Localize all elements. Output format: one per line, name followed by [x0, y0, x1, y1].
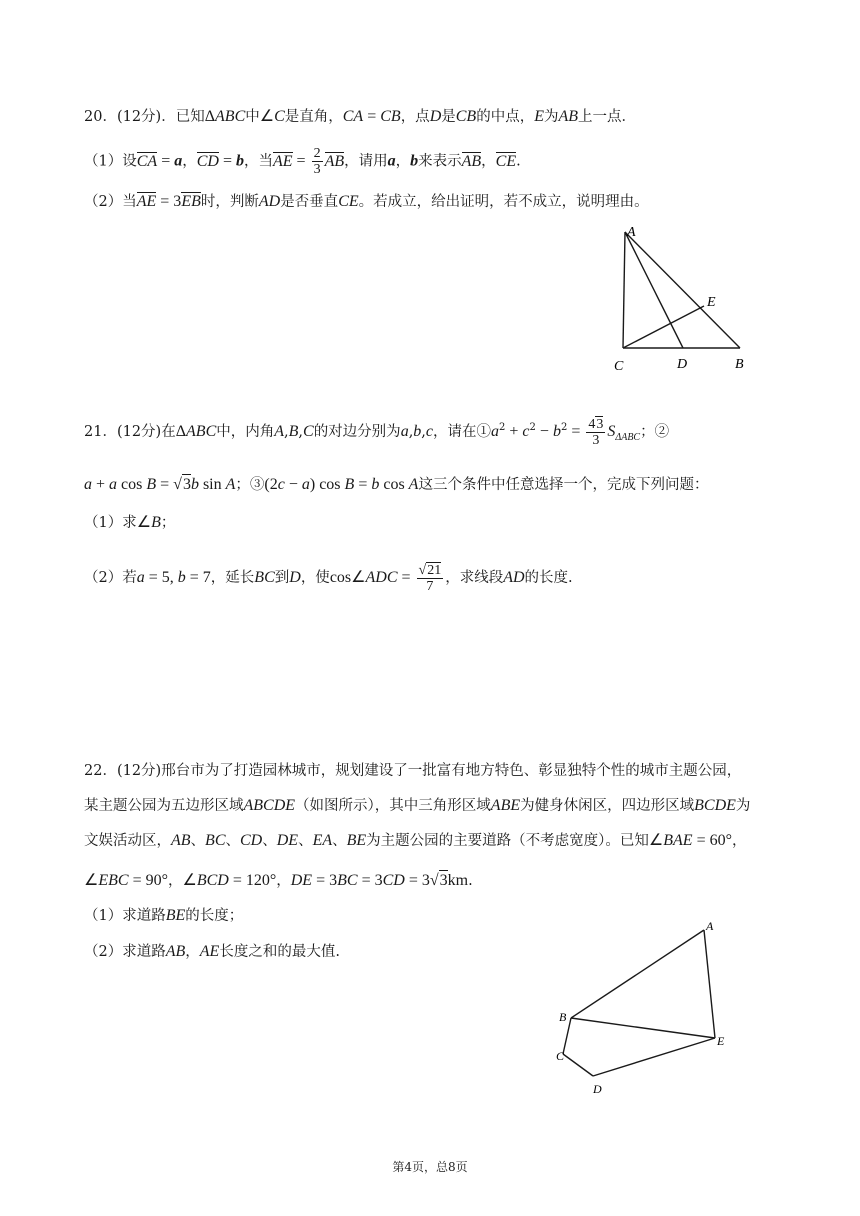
q22-line2: 某主题公园为五边形区域ABCDE（如图所示），其中三角形区域ABE为健身休闲区，四边形区域BCDE为	[84, 797, 751, 814]
q21-stem: 21．(12分)在ΔABC中，内角A,B,C的对边分别为a,b,c，请在$①a^2 + c^2 - b^2$ = $\frac{43}{3}$ $S_{\Delta ABC}$；②	[84, 417, 670, 448]
q21-line2: a + a cos B = √3b sin A；③(2c − a) cos B = b cos A这三个条件中任意选择一个，完成下列问题：	[84, 476, 709, 493]
q22-label-B: B	[559, 1010, 567, 1024]
q22-line1: 22．(12分)邢台市为了打造园林城市，规划建设了一批富有地方特色、彰显独特个性的城市主题公园，	[84, 763, 742, 779]
q22-pentagon-figure	[545, 910, 745, 1105]
q20-label-C: C	[614, 359, 624, 374]
q20-part1: （1）设CA = a，CD = b，当AE = $\frac{2}{3}$ AB，请用a，b来表示AB，CE.	[84, 146, 521, 177]
q20-label-A: A	[627, 225, 636, 240]
q20-label-E: E	[707, 295, 716, 310]
page-footer: 第4页，总8页	[392, 1160, 468, 1174]
q22-label-C: C	[556, 1049, 565, 1063]
q20-part2: （2）当AE = 3EB时，判断AD是否垂直CE。若成立，给出证明，若不成立，说明理由。	[84, 193, 649, 210]
q20-label-B: B	[735, 357, 744, 372]
q21-part1: （1）求∠B；	[84, 514, 176, 531]
q22-label-D: D	[593, 1082, 602, 1096]
q22-line4: ∠EBC = 90°，∠BCD = 120°，DE = 3BC = 3CD = 3√3km.	[84, 872, 473, 889]
q20-stem: 20．(12分)．已知ΔABC中∠C是直角，CA = CB，点D是CB的中点，E为AB上一点．	[84, 108, 637, 125]
q21-part2: （2）若a = 5, b = 7，延长BC到D，使cos∠ADC = $\frac{√21}{7}$ ，求线段AD的长度.	[84, 563, 573, 594]
q22-line3: 文娱活动区，AB、BC、CD、DE、EA、BE为主题公园的主要道路（不考虑宽度）。已知∠BAE = 60°，	[84, 832, 747, 849]
q20-triangle-figure	[600, 220, 770, 380]
q20-label-D: D	[677, 357, 688, 372]
q22-part1: （1）求道路BE的长度；	[84, 907, 244, 924]
q22-label-E: E	[717, 1034, 725, 1048]
q22-label-A: A	[706, 919, 714, 933]
q22-part2: （2）求道路AB，AE长度之和的最大值.	[84, 943, 340, 960]
